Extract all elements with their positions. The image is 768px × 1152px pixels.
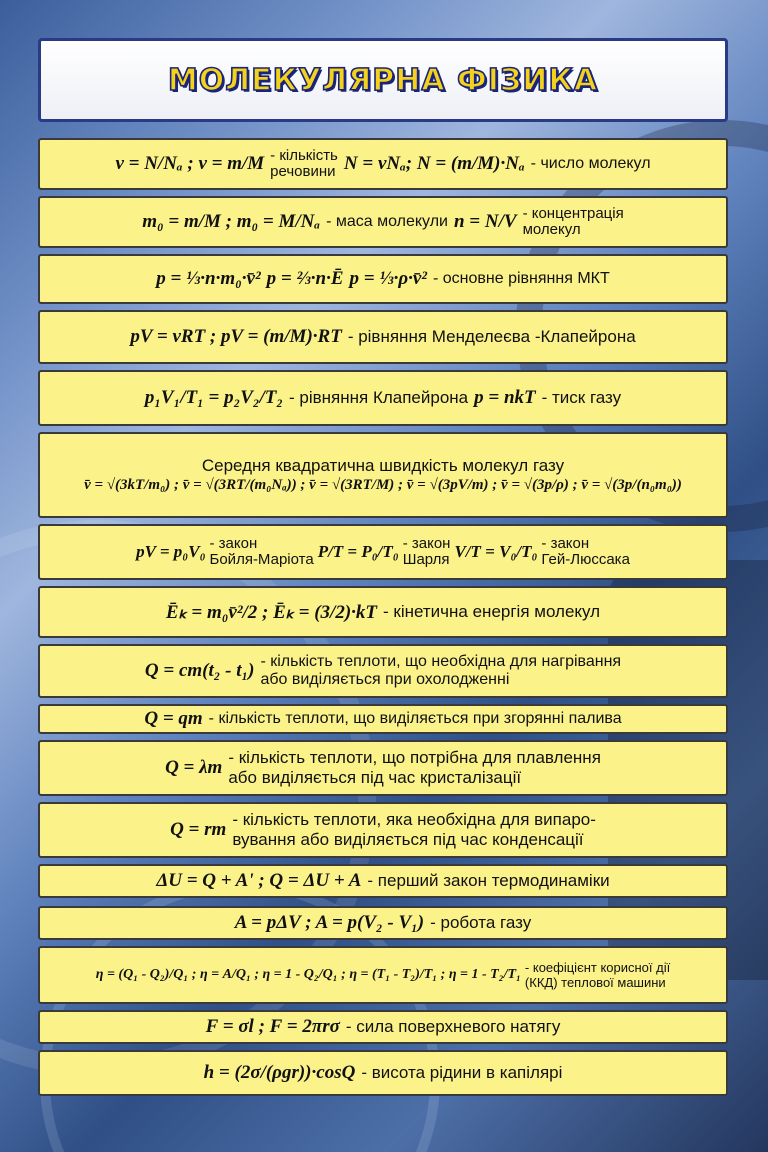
formula: pV = νRT ; pV = (m/M)·RT [130,326,342,347]
description: - тиск газу [541,388,622,407]
description: - робота газу [430,913,532,932]
description: - сила поверхневого натягу [345,1017,561,1036]
formula-row-capillary [38,1050,728,1096]
description: - кількість теплоти, що виділяється при згорянні палива [208,710,622,727]
formula: p₁V₁/T₁ = p₂V₂/T₂ [144,387,283,408]
row-heading: Середня квадратична швидкість молекул газу [201,455,565,475]
description: - концентрація молекул [522,205,624,238]
formula-row-vaporization [38,802,728,858]
formula: Q = qm [144,708,203,729]
formula: n = N/V [453,211,517,232]
formula: p = nkT [474,387,536,408]
formula-row-clapeyron [38,370,728,426]
formula-row-melting [38,740,728,796]
formula-row-rms-speed [38,432,728,518]
formula: F = σl ; F = 2πrσ [205,1016,340,1037]
formula: v̄ = √(3kT/m₀) ; v̄ = √(3RT/(m₀Nₐ)) ; v̄ = √(3RT/M) ; v̄ = √(3pV/m) ; v̄ = √(3p/ρ) ; v̄ = √(3p/(n₀m₀)) [84,476,682,493]
formula: Ēₖ = m₀v̄²/2 ; Ēₖ = (3/2)·kT [165,601,378,623]
formula: Q = rm [170,819,227,840]
formula: N = νNₐ; N = (m/M)·Nₐ [343,153,525,174]
formula: pV = p₀V₀ [136,542,206,561]
formula-row-gas-laws [38,524,728,580]
formula: ΔU = Q + A' ; Q = ΔU + A [156,870,362,891]
formula: ν = N/Nₐ ; ν = m/M [115,153,265,174]
formula: Q = λm [165,757,223,778]
formula: m₀ = m/M ; m₀ = M/Nₐ [142,211,321,232]
formula-row-molecule-mass [38,196,728,248]
formula-row-surface-tension [38,1010,728,1044]
description: - коефіцієнт корисної дії (ККД) теплової машини [524,960,671,990]
formula: η = (Q₁ - Q₂)/Q₁ ; η = A/Q₁ ; η = 1 - Q₂/Q₁ ; η = (T₁ - T₂)/T₁ ; η = 1 - T₂/T₁ [95,967,521,982]
title-banner [38,38,728,122]
formula-row-heating [38,644,728,698]
formula: Q = cm(t₂ - t₁) [144,660,255,681]
description: - маса молекули [326,213,448,230]
description: - кількість теплоти, що необхідна для нагрівання або виділяється при охолодженні [260,653,622,688]
formula-row-amount-of-substance [38,138,728,190]
formula: p = ⅔·n·Ē [266,268,344,289]
description: - закон Шарля [402,535,451,568]
formula: p = ⅓·ρ·v̄² [349,268,427,289]
formula: p = ⅓·n·m₀·v̄² [156,268,261,289]
description: - кількість теплоти, що потрібна для плавлення або виділяється під час кристалізації [228,748,601,787]
formula-row-kinetic-energy [38,586,728,638]
formula-row-efficiency [38,946,728,1004]
description: - кількість теплоти, яка необхідна для випаро- вування або виділяється під час конденсації [232,810,596,849]
formula-row-gas-work [38,906,728,940]
formula: h = (2σ/(ρgr))·cosQ [203,1062,356,1083]
description: - закон Бойля-Маріота [209,535,314,568]
formula: V/T = V₀/T₀ [454,542,538,561]
formula: P/T = P₀/T₀ [317,542,399,561]
formula-row-mendeleev-clapeyron [38,310,728,364]
description: - число молекул [530,155,651,172]
description: - рівняння Клапейрона [289,388,469,407]
formula-row-first-law [38,864,728,898]
description: - рівняння Менделеєва -Клапейрона [347,327,636,346]
page-title: МОЛЕКУЛЯРНА ФІЗИКА [167,62,599,98]
description: - висота рідини в капілярі [361,1063,563,1082]
description: - перший закон термодинаміки [367,871,610,890]
formula-row-combustion [38,704,728,734]
formula-row-mkt-equation [38,254,728,304]
description: - кількість речовини [270,147,338,180]
description: - закон Гей-Люссака [541,535,630,568]
description: - основне рівняння МКТ [433,270,610,287]
description: - кінетична енергія молекул [383,602,601,621]
formula: A = pΔV ; A = p(V₂ - V₁) [234,912,425,933]
